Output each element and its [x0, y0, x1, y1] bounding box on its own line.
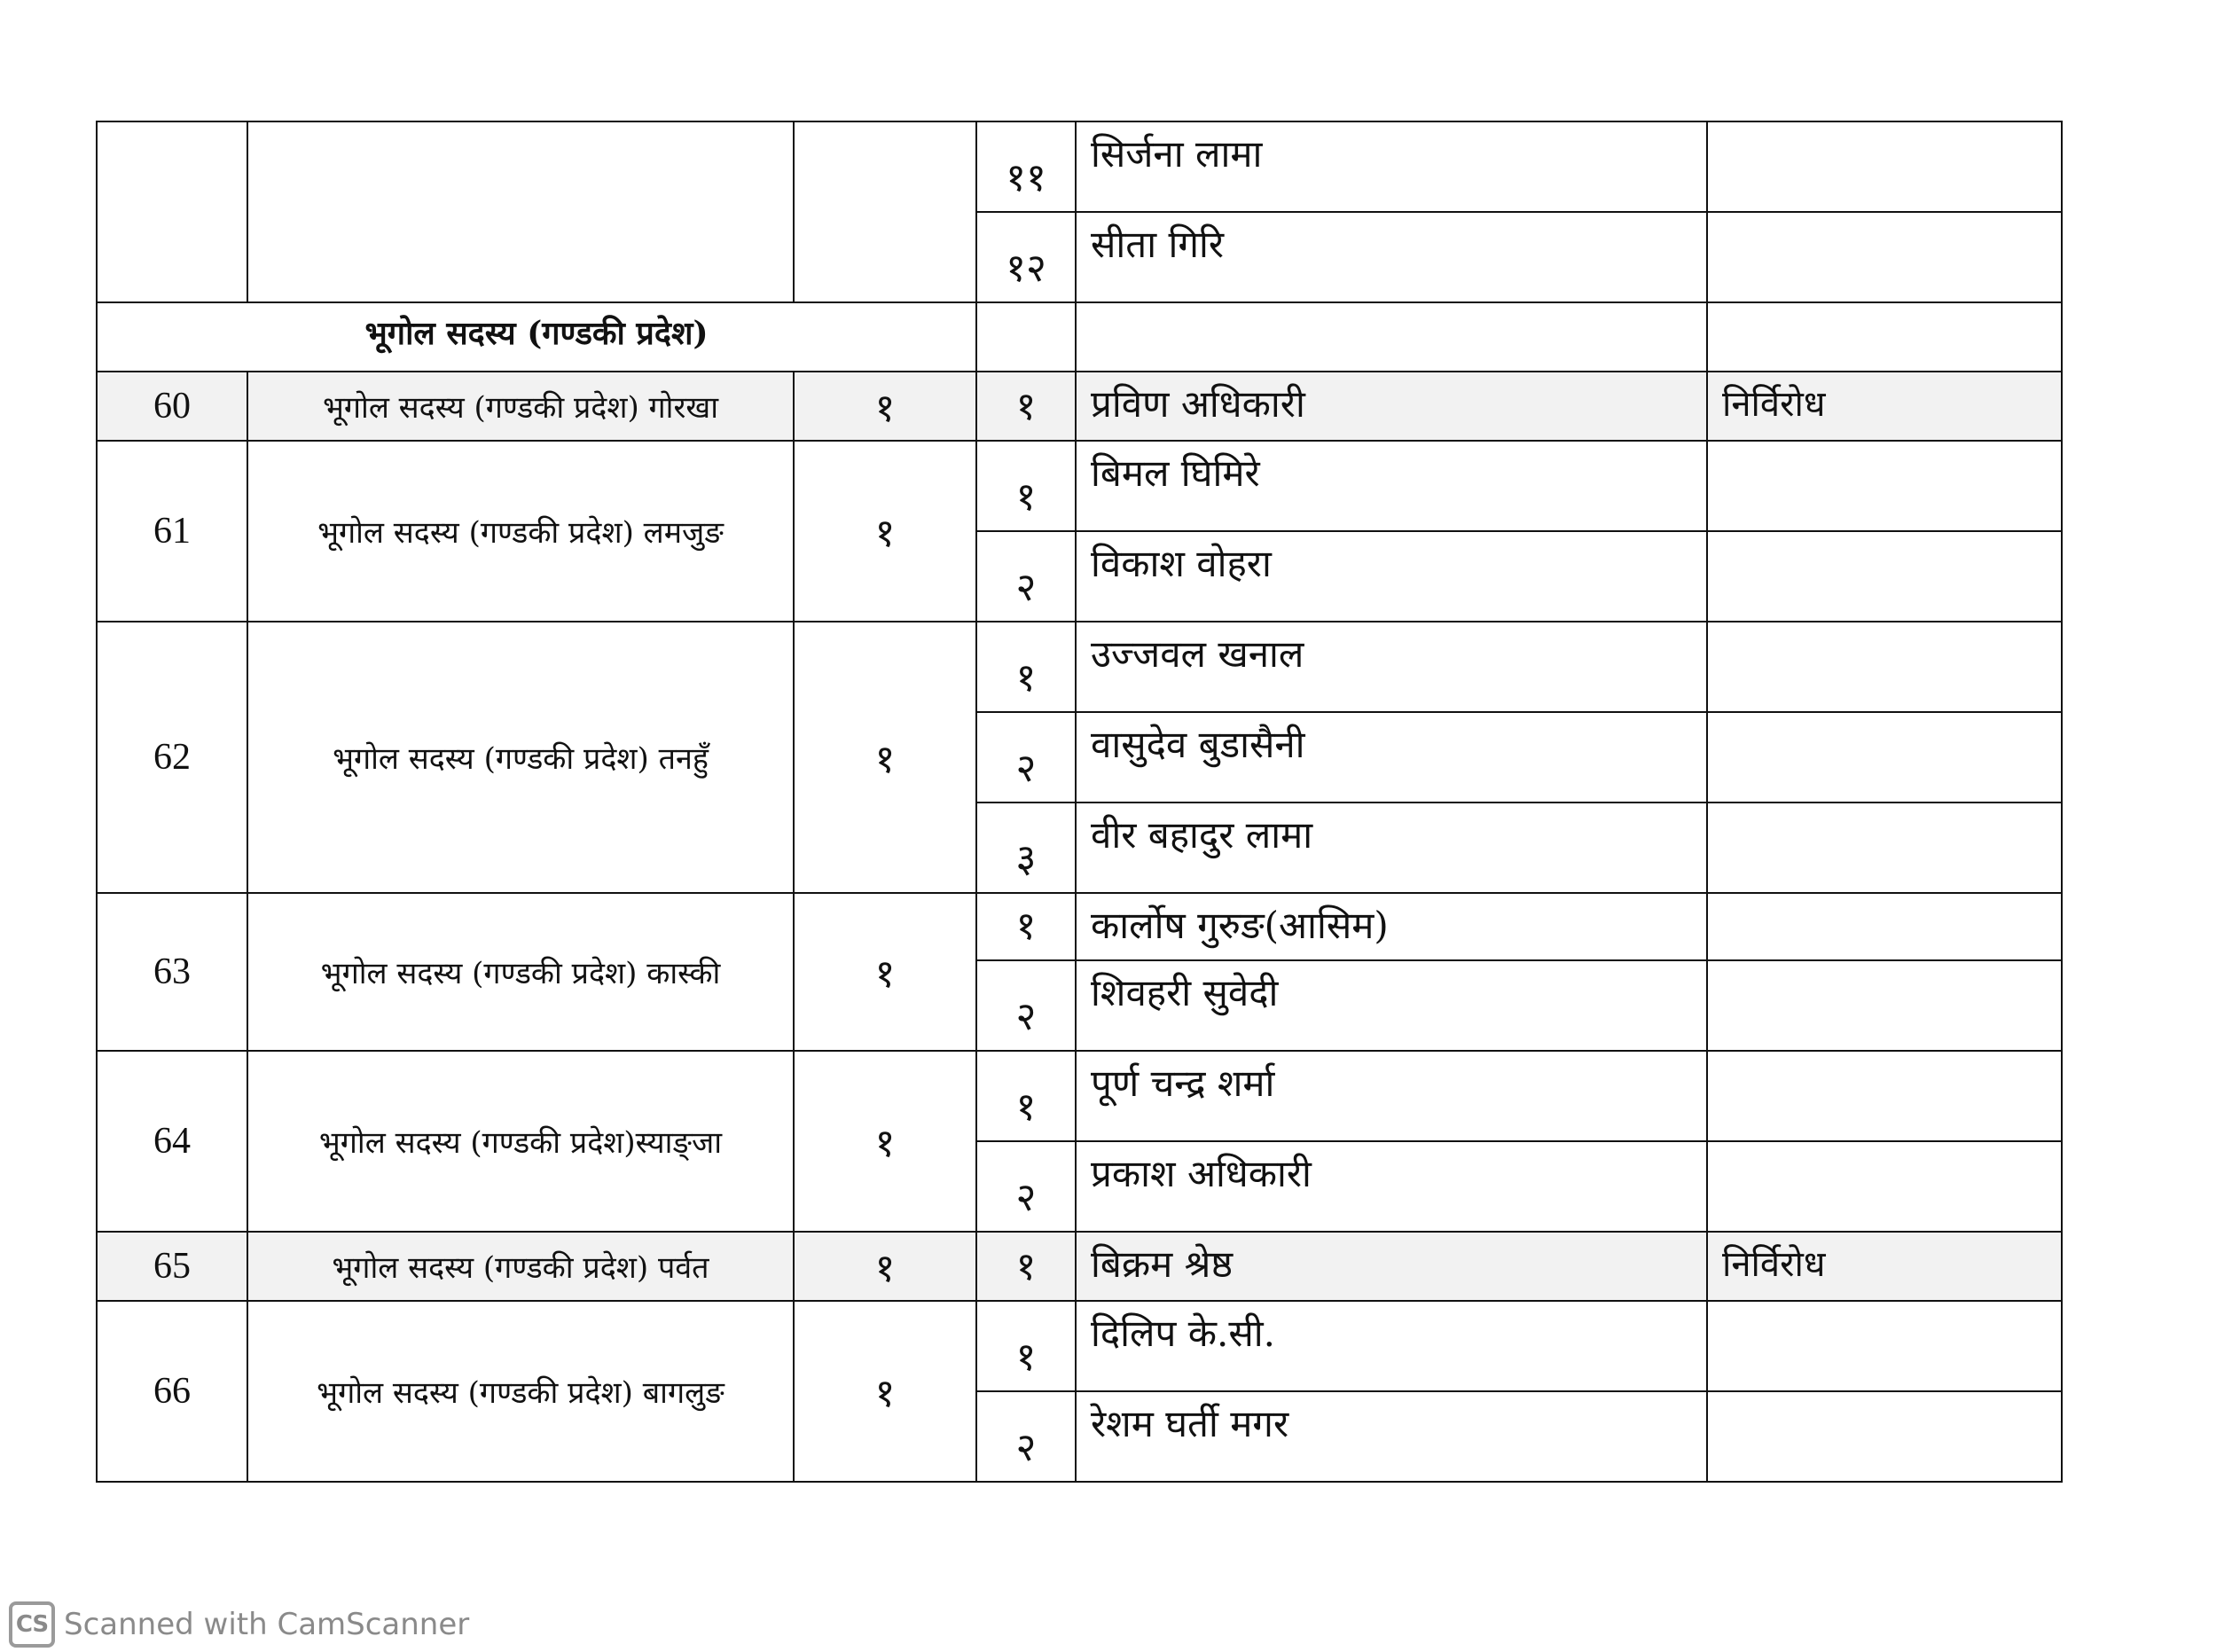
candidate-name [1076, 302, 1707, 372]
section-heading: भूगोल सदस्य (गण्डकी प्रदेश) [97, 302, 976, 372]
candidate-name: प्रकाश अधिकारी [1076, 1141, 1707, 1232]
candidate-name: बिक्रम श्रेष्ठ [1076, 1232, 1707, 1301]
candidate-name: कार्लोष गुरुङ(आसिम) [1076, 893, 1707, 960]
post-name: भूगोल सदस्य (गण्डकी प्रदेश) बागलुङ [247, 1301, 794, 1482]
remark-cell: निर्विरोध [1707, 1232, 2062, 1301]
seat-count: १ [794, 1301, 976, 1482]
candidate-number: २ [976, 712, 1076, 803]
candidate-name: सिर्जना लामा [1076, 121, 1707, 212]
post-name: भूगोल सदस्य (गण्डकी प्रदेश) लमजुङ [247, 441, 794, 622]
remark-cell [1707, 893, 2062, 960]
remark-cell [1707, 212, 2062, 302]
candidate-name: प्रविण अधिकारी [1076, 372, 1707, 441]
candidate-number: १ [976, 372, 1076, 441]
table-row [97, 1232, 2062, 1301]
candidate-number: २ [976, 960, 1076, 1051]
remark-cell [1707, 441, 2062, 531]
candidate-name: शिवहरी सुवेदी [1076, 960, 1707, 1051]
candidate-number: २ [976, 1141, 1076, 1232]
post-cell [247, 121, 794, 302]
candidate-number: १ [976, 622, 1076, 712]
candidate-name: वासुदेव बुडासैनी [1076, 712, 1707, 803]
candidate-name: रेशम घर्ती मगर [1076, 1391, 1707, 1482]
table-row [97, 441, 2062, 531]
remark-cell [1707, 960, 2062, 1051]
table-row [97, 1051, 2062, 1141]
remark-cell [1707, 121, 2062, 212]
table-row [97, 1301, 2062, 1391]
remark-cell [1707, 803, 2062, 893]
candidate-name: दिलिप के.सी. [1076, 1301, 1707, 1391]
candidate-table [96, 121, 2063, 1483]
candidate-number: ११ [976, 121, 1076, 212]
serial-number: 62 [97, 622, 247, 893]
candidate-name: वीर बहादुर लामा [1076, 803, 1707, 893]
remark-cell: निर्विरोध [1707, 372, 2062, 441]
candidate-number: २ [976, 531, 1076, 622]
seat-count: १ [794, 1232, 976, 1301]
table-row [97, 622, 2062, 712]
candidate-number: १ [976, 1301, 1076, 1391]
serial-number: 63 [97, 893, 247, 1051]
table-row [97, 372, 2062, 441]
post-name: भूगोल सदस्य (गण्डकी प्रदेश) पर्वत [247, 1232, 794, 1301]
serial-number: 65 [97, 1232, 247, 1301]
seat-count: १ [794, 372, 976, 441]
remark-cell [1707, 1391, 2062, 1482]
serial-number: 61 [97, 441, 247, 622]
remark-cell [1707, 531, 2062, 622]
seat-count: १ [794, 622, 976, 893]
candidate-name: बिमल घिमिरे [1076, 441, 1707, 531]
candidate-number: १ [976, 1051, 1076, 1141]
candidate-name: सीता गिरि [1076, 212, 1707, 302]
section-heading-row [97, 302, 2062, 372]
document-page [96, 121, 2061, 1483]
seat-count: १ [794, 893, 976, 1051]
seat-count: १ [794, 441, 976, 622]
seat-count: १ [794, 1051, 976, 1232]
sn-cell [97, 121, 247, 302]
candidate-number: १ [976, 893, 1076, 960]
serial-number: 64 [97, 1051, 247, 1232]
candidate-name: उज्जवल खनाल [1076, 622, 1707, 712]
table-row [97, 121, 2062, 212]
camscanner-logo-icon: CS [9, 1601, 55, 1648]
remark-cell [1707, 712, 2062, 803]
remark-cell [1707, 1301, 2062, 1391]
camscanner-watermark [9, 1600, 469, 1649]
candidate-number: १२ [976, 212, 1076, 302]
remark-cell [1707, 622, 2062, 712]
candidate-number [976, 302, 1076, 372]
table-row [97, 893, 2062, 960]
post-name: भूगोल सदस्य (गण्डकी प्रदेश) तनहुँ [247, 622, 794, 893]
remark-cell [1707, 1051, 2062, 1141]
serial-number: 66 [97, 1301, 247, 1482]
candidate-number: १ [976, 1232, 1076, 1301]
remark-cell [1707, 302, 2062, 372]
post-name: भूगोल सदस्य (गण्डकी प्रदेश) गोरखा [247, 372, 794, 441]
remark-cell [1707, 1141, 2062, 1232]
candidate-number: ३ [976, 803, 1076, 893]
candidate-name: विकाश वोहरा [1076, 531, 1707, 622]
serial-number: 60 [97, 372, 247, 441]
post-name: भूगोल सदस्य (गण्डकी प्रदेश)स्याङ्जा [247, 1051, 794, 1232]
post-name: भूगोल सदस्य (गण्डकी प्रदेश) कास्की [247, 893, 794, 1051]
candidate-number: २ [976, 1391, 1076, 1482]
watermark-text: Scanned with CamScanner [64, 1607, 470, 1642]
candidate-number: १ [976, 441, 1076, 531]
seat-cell [794, 121, 976, 302]
candidate-name: पूर्ण चन्द्र शर्मा [1076, 1051, 1707, 1141]
